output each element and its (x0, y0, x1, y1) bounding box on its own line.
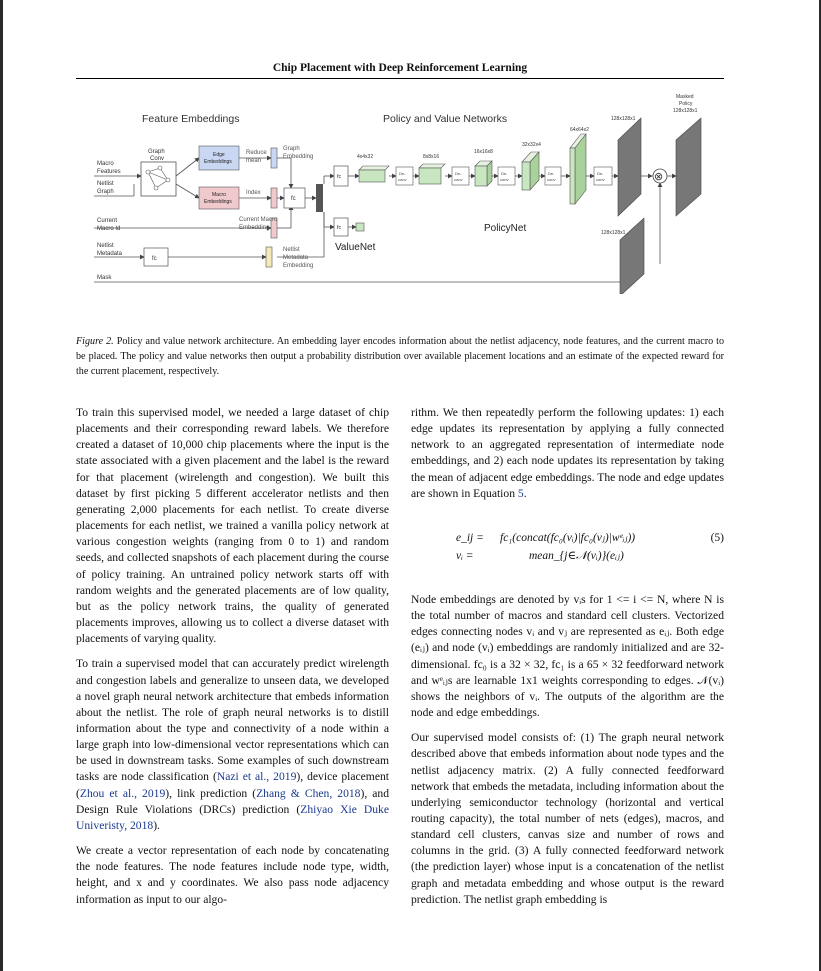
valuenet-label: ValueNet (335, 242, 376, 253)
deconv-box (594, 167, 612, 185)
reduce-label: mean (246, 158, 262, 164)
deconv-label: De- (548, 171, 555, 176)
masked-policy-label: Policy (679, 101, 693, 107)
layer-4x4x32 (359, 166, 389, 170)
citation-link[interactable]: Nazi et al., 2019 (216, 770, 297, 784)
deconv-box (452, 167, 469, 185)
fc-label: fc (152, 256, 157, 262)
current-macro-embedding-label: Embedding (239, 225, 270, 231)
architecture-figure (76, 84, 726, 294)
deconv-label: De- (455, 171, 462, 176)
masked-policy-label: Masked (676, 94, 694, 100)
layer-size-label: 128x128x1 (601, 230, 626, 236)
layer-32x32x4 (522, 162, 530, 190)
text-run: To train a supervised model that can accurately predict wirelength and congestion labels and generalize to unseen data, we developed a novel graph neural network architecture that embeds information about the netlist. The role of graph neural networks is to distill information about the type and connectivity of a node within a large graph into low-dimensional vector representations which can be used in downstream tasks. Some examples of such downstream tasks are node classification ( (76, 657, 389, 784)
layer-64x64x2 (570, 148, 575, 204)
layer-8x8x16 (419, 168, 441, 184)
citation-link[interactable]: Zhou et al., 2019 (79, 786, 166, 800)
current-macro-embedding-label: Current Macro (239, 217, 278, 223)
section-title-policy: Policy and Value Networks (383, 113, 508, 125)
paragraph (411, 405, 724, 502)
text-run: ). (153, 818, 160, 832)
paragraph: To train this supervised model, we needed a large dataset of chip placements and their corresponding reward labels. We therefore created a dataset of 10,000 chip placements where the input is the state associated with a given placement and the label is the reward for that placement (wirelength and congestion). We built this dataset by first picking 5 different accelerator netlists and then generating 2,000 placements for each netlist. To create diverse placements for each netlist, we trained a vanilla policy network at various congestion weights (ranging from 0 to 1) and random seeds, and collected snapshots of each placement during the course of policy training. An untrained policy network starts off with random weights and the generated placements are of low quality, but as the policy network trains, the quality of generated placements improves, allowing us to collect a diverse dataset with placements of varying quality. (76, 406, 389, 646)
equation-rhs: mean_{j∈𝒩(vᵢ)}(eᵢⱼ) (529, 549, 624, 562)
deconv-box (396, 167, 413, 185)
edge-embeddings-label: Embeddings (204, 159, 232, 165)
state-embedding-bar (316, 184, 323, 212)
layer-size-label: 32x32x4 (522, 142, 541, 148)
input-label: Current (97, 218, 118, 224)
input-label: Netlist (97, 181, 114, 187)
metadata-embedding-bar (266, 247, 272, 267)
layer-size-label: 128x128x1 (611, 116, 636, 122)
deconv-label: conv (547, 177, 556, 182)
deconv-label: De- (597, 171, 604, 176)
window-border-left (0, 0, 3, 971)
right-column (411, 405, 724, 917)
layer-4x4x32 (359, 170, 385, 182)
left-column (76, 405, 389, 917)
paragraph: We create a vector representation of each node by concatenating the node features. The node features include node type, width, height, and x and y coordinates. We also pass node adjacency information as input to our algo- (76, 844, 389, 906)
equation-5 (411, 530, 724, 568)
deconv-label: conv (596, 177, 605, 182)
fc-label: fc (337, 225, 342, 231)
masked-policy (676, 118, 701, 216)
input-label: Macro Id (97, 226, 121, 232)
equation-number: (5) (710, 531, 724, 544)
header-rule (76, 78, 724, 79)
macro-embeddings-label: Macro (212, 192, 226, 198)
equation-ref-link[interactable]: 5 (517, 486, 524, 500)
macro-embedding-bar (271, 188, 277, 208)
value-output (356, 223, 364, 231)
equation-lhs: e_ij = (456, 531, 484, 544)
macro-embeddings-label: Embeddings (204, 199, 232, 205)
layer-size-label: 64x64x2 (570, 127, 589, 133)
section-title-feature: Feature Embeddings (142, 113, 240, 125)
netlist-metadata-embedding-label: Metadata (283, 255, 309, 261)
paragraph: Our supervised model consists of: (1) The graph neural network described above that embeds information about node types and the netlist adjacency matrix. (2) A fully connected feedforward network that embeds the metadata, including information about the underlying semiconductor technology (horizontal and vertical routing capacity), the total number of nets (edges), macros, and standard cell clusters, canvas size and number of rows and columns in the grid. (3) A fully connected feedforward network (the prediction layer) whose input is a concatenation of the netlist graph and metadata embedding and whose output is the reward prediction. The netlist graph embedding is (411, 731, 724, 906)
policy-logits (618, 118, 641, 216)
caption-label: Figure 2. (76, 336, 114, 347)
citation-link[interactable]: Zhang & Chen, 2018 (256, 786, 361, 800)
graph-conv-label: Conv (150, 156, 165, 162)
layer-8x8x16 (419, 164, 445, 168)
multiply-symbol: ⊗ (654, 171, 664, 183)
graph-conv-label: Graph (148, 149, 165, 155)
graph-embedding-label: Embedding (283, 154, 314, 160)
macro-embeddings-box (199, 187, 239, 209)
deconv-label: conv (454, 177, 463, 182)
deconv-box (498, 167, 515, 185)
figure-caption (76, 334, 724, 379)
citation-link[interactable]: Zhiyao Xie Duke Univeristy, 2018 (76, 802, 389, 832)
reduce-label: Reduce (246, 150, 267, 156)
masked-policy-label: 128x128x1 (673, 108, 698, 114)
netlist-metadata-embedding-label: Netlist (283, 247, 300, 253)
input-label: Netlist (97, 243, 114, 249)
paragraph (76, 656, 389, 834)
graph-embedding-bar (271, 148, 277, 168)
input-label: Mask (97, 275, 112, 281)
index-label: Index (246, 190, 261, 196)
deconv-label: conv (398, 177, 407, 182)
equation-rhs: fc₁(concat(fc₀(vᵢ)|fc₀(vⱼ)|wᵉᵢⱼ)) (500, 531, 636, 544)
text-run: rithm. We then repeatedly perform the following updates: 1) each edge updates its representation by applying a fully connected network to an aggregated representation of intermediate node embeddings, and 2) each node updates its representation by taking the mean of adjacent edge embeddings. The node and edge updates are shown in Equation (411, 406, 724, 500)
text-run: . (523, 486, 527, 500)
edge-embeddings-box (199, 146, 239, 170)
text-run: ), device placement ( (76, 770, 389, 800)
paragraph: Node embeddings are denoted by vᵢs for 1 <= i <= N, where N is the total number of macros and standard cell clusters. Vectorized edges connecting nodes vᵢ and vⱼ are represented as eᵢⱼ. Both edge (eᵢⱼ) and node (vᵢ) embeddings are randomly initialized and are 32-dimensional. fc₀ is a 32 × 32, fc₁ is a 65 × 32 feedforward network and wᵉᵢⱼs are learnable 1x1 weights corresponding to edges. 𝒩(vᵢ) shows the neighbors of vᵢ. The outputs of the algorithm are the node and edge embeddings. (411, 592, 724, 720)
input-label: Graph (97, 189, 114, 195)
layer-size-label: 16x16x8 (474, 149, 493, 155)
deconv-label: De- (399, 171, 406, 176)
deconv-label: conv (500, 177, 509, 182)
layer-size-label: 4x4x32 (357, 154, 374, 160)
graph-embedding-label: Graph (283, 146, 300, 152)
fc-label: fc (291, 196, 296, 202)
netlist-metadata-embedding-label: Embedding (283, 263, 314, 269)
running-title: Chip Placement with Deep Reinforcement Learning (272, 62, 528, 74)
text-run: ), and Design Rule Violations (DRCs) prediction ( (76, 786, 390, 816)
fc-label: fc (337, 174, 342, 180)
deconv-box (545, 167, 561, 185)
input-label: Macro (97, 161, 114, 167)
input-label: Features (97, 169, 121, 175)
deconv-label: De- (501, 171, 508, 176)
input-label: Metadata (97, 251, 123, 257)
policynet-label: PolicyNet (484, 223, 527, 234)
layer-16x16x8 (475, 166, 487, 186)
edge-embeddings-label: Edge (213, 152, 225, 158)
architecture-diagram (76, 84, 726, 294)
equation-lhs: vᵢ = (456, 549, 474, 562)
layer-size-label: 8x8x16 (423, 154, 440, 160)
caption-text: Policy and value network architecture. An embedding layer encodes information about the netlist adjacency, node features, and the current macro to be placed. The policy and value networks then output a probability distribution over available placement locations and an estimate of the expected reward for the current placement, respectively. (76, 336, 724, 377)
text-run: ), link prediction ( (165, 786, 257, 800)
